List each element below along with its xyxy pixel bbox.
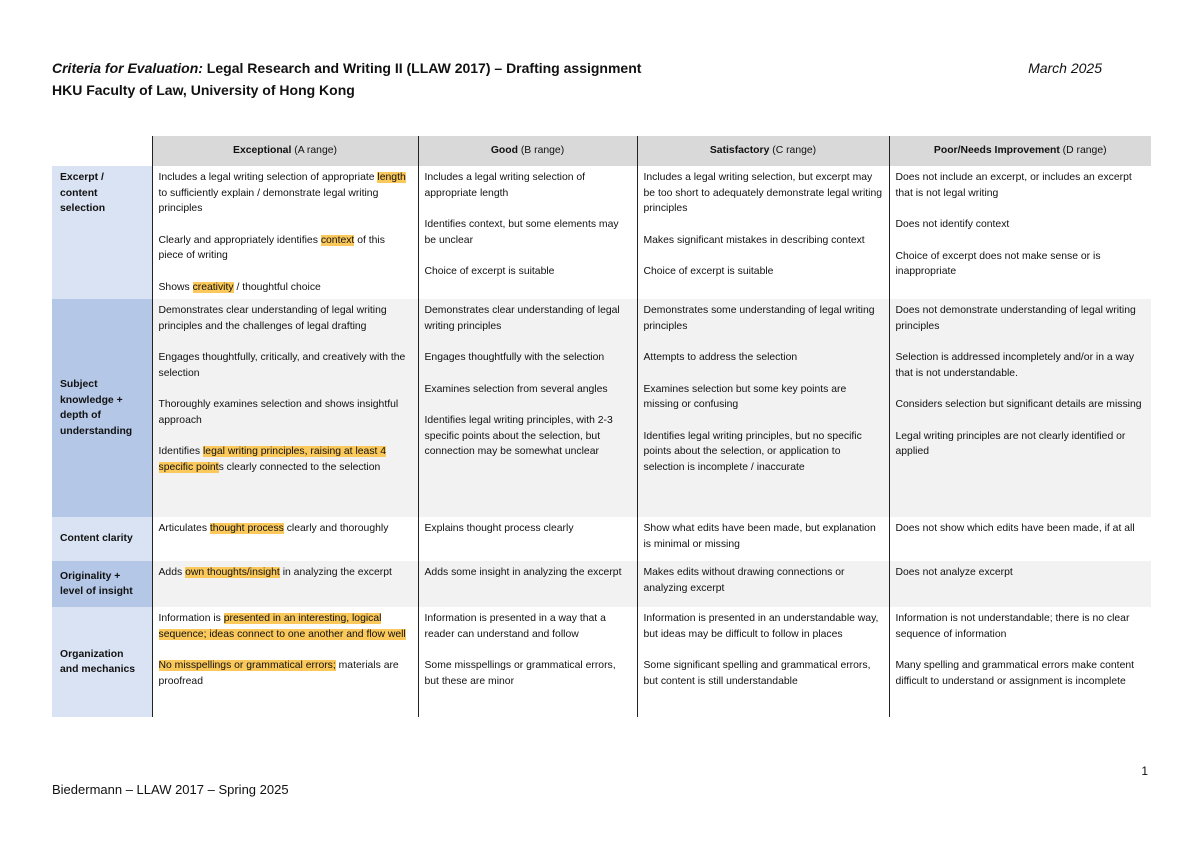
criteria-point (425, 303, 631, 334)
criteria-text: Clearly and appropriately identifies (158, 234, 321, 246)
criteria-cell (152, 299, 418, 517)
criteria-text: Does not include an excerpt, or includes an excerpt that is not legal writing (895, 172, 1132, 199)
highlighted-text: length (377, 172, 406, 183)
criteria-point (159, 397, 412, 428)
criteria-point (644, 611, 883, 642)
criteria-cell (889, 517, 1151, 561)
criteria-cell (637, 517, 889, 561)
criteria-cell (418, 166, 637, 299)
criteria-cell (637, 166, 889, 299)
criteria-point (644, 233, 883, 249)
criteria-text: Choice of excerpt does not make sense or is inappropriate (895, 250, 1101, 277)
criteria-text: / thoughtful choice (233, 281, 321, 293)
criteria-text: Adds (158, 567, 186, 578)
title-course: Legal Research and Writing II (LLAW 2017) – Drafting assignment (202, 60, 642, 76)
criteria-text: Engages thoughtfully, critically, and creatively with the selection (158, 352, 406, 379)
criteria-point (896, 170, 1146, 201)
criteria-point (644, 350, 883, 366)
criteria-point (896, 249, 1146, 280)
criteria-point (425, 565, 631, 581)
page-number: 1 (1141, 764, 1148, 778)
criteria-text: Identifies context, but some elements may be unclear (424, 219, 619, 246)
criteria-text: Does not show which edits have been made, if at all (895, 523, 1135, 534)
criteria-cell (152, 607, 418, 717)
criteria-text: Explains thought process clearly (424, 523, 574, 534)
criteria-text: Makes significant mistakes in describing context (643, 234, 865, 246)
criteria-text: in analyzing the excerpt (279, 567, 392, 578)
criteria-point (644, 658, 883, 689)
criteria-cell (637, 561, 889, 607)
criteria-text: Many spelling and grammatical errors make content difficult to understand or assignment is incomplete (895, 660, 1135, 687)
criteria-text: Some misspellings or grammatical errors, but these are minor (424, 660, 616, 687)
row-label: Content clarity (52, 517, 152, 561)
criteria-point (644, 382, 883, 413)
highlighted-text: legal writing principles, raising at least 4 specific point (158, 446, 387, 473)
criteria-point (896, 350, 1146, 381)
criteria-cell (889, 607, 1151, 717)
criteria-cell (152, 561, 418, 607)
criteria-text: Show what edits have been made, but explanation is minimal or missing (643, 523, 876, 550)
criteria-point (896, 565, 1146, 581)
criteria-cell (418, 299, 637, 517)
criteria-point (159, 521, 412, 537)
criteria-cell (418, 517, 637, 561)
criteria-text: Information is presented in a way that a reader can understand and follow (424, 613, 606, 640)
criteria-point (425, 170, 631, 201)
rubric-row (52, 299, 1151, 517)
row-label: Originality + level of insight (52, 561, 152, 607)
criteria-text: Does not analyze excerpt (895, 567, 1013, 578)
rubric-row (52, 561, 1151, 607)
rubric-row (52, 166, 1151, 299)
criteria-text: materials are proofread (158, 660, 399, 687)
criteria-text: Examines selection but some key points are missing or confusing (643, 383, 847, 410)
criteria-cell (637, 607, 889, 717)
criteria-cell (889, 166, 1151, 299)
criteria-cell (418, 561, 637, 607)
criteria-text: Does not demonstrate understanding of legal writing principles (895, 305, 1136, 332)
criteria-cell (889, 561, 1151, 607)
criteria-text: Thoroughly examines selection and shows insightful approach (158, 399, 399, 426)
criteria-point (425, 350, 631, 366)
criteria-text: Attempts to address the selection (643, 352, 798, 363)
column-header: Poor/Needs Improvement (D range) (889, 136, 1151, 166)
criteria-cell (889, 299, 1151, 517)
criteria-cell (418, 607, 637, 717)
highlighted-text: own thoughts/insight (185, 567, 280, 578)
rubric-row (52, 607, 1151, 717)
header-corner-cell (52, 136, 152, 166)
criteria-point (425, 658, 631, 689)
criteria-point (159, 350, 412, 381)
row-label: Excerpt / content selection (52, 166, 152, 299)
criteria-text: Identifies legal writing principles, with 2-3 specific points about the selection, but connection may be somewhat unclear (424, 415, 613, 457)
criteria-point (425, 264, 631, 280)
criteria-text: Information is presented in an understandable way, but ideas may be difficult to follow in places (643, 613, 879, 640)
highlighted-text: creativity (192, 281, 234, 293)
criteria-point (644, 170, 883, 217)
criteria-text: Adds some insight in analyzing the excerpt (424, 567, 622, 578)
criteria-point (159, 611, 412, 642)
rubric-header-row (52, 136, 1151, 166)
criteria-text: Choice of excerpt is suitable (424, 266, 555, 277)
document-date: March 2025 (1028, 60, 1102, 76)
column-header: Exceptional (A range) (152, 136, 418, 166)
criteria-point (159, 565, 412, 581)
criteria-point (159, 658, 412, 689)
criteria-text: Includes a legal writing selection of appropriate (158, 172, 378, 183)
criteria-cell (152, 166, 418, 299)
criteria-point (896, 429, 1146, 460)
criteria-text: Identifies (158, 446, 203, 457)
document-title (52, 60, 1102, 80)
criteria-point (425, 413, 631, 460)
criteria-text: Makes edits without drawing connections or analyzing excerpt (643, 567, 845, 594)
rubric-row (52, 517, 1151, 561)
criteria-cell (637, 299, 889, 517)
criteria-text: Some significant spelling and grammatical errors, but content is still understandable (643, 660, 871, 687)
criteria-point (896, 611, 1146, 642)
criteria-point (896, 217, 1146, 233)
criteria-text: clearly and thoroughly (283, 523, 389, 534)
row-label: Organization and mechanics (52, 607, 152, 717)
criteria-text: Selection is addressed incompletely and/or in a way that is not understandable. (895, 352, 1135, 379)
rubric-table (52, 136, 1151, 717)
column-header: Good (B range) (418, 136, 637, 166)
criteria-text: Demonstrates clear understanding of legal writing principles and the challenges of legal drafting (158, 305, 387, 332)
highlighted-text: presented in an interesting, logical sequence; ideas connect to one another and flow well (158, 613, 406, 640)
criteria-text: Shows (158, 281, 193, 293)
criteria-point (425, 382, 631, 398)
criteria-text: Information is (158, 613, 224, 624)
highlighted-text: thought process (209, 523, 284, 534)
criteria-point (159, 444, 412, 475)
column-header: Satisfactory (C range) (637, 136, 889, 166)
criteria-point (644, 303, 883, 334)
criteria-point (159, 170, 412, 217)
criteria-point (644, 565, 883, 596)
criteria-text: Articulates (158, 523, 210, 534)
criteria-point (896, 521, 1146, 537)
criteria-text: Includes a legal writing selection of appropriate length (424, 172, 586, 199)
criteria-text: Examines selection from several angles (424, 383, 608, 395)
criteria-text: Considers selection but significant details are missing (895, 399, 1142, 410)
highlighted-text: context (320, 234, 355, 246)
criteria-point (159, 303, 412, 334)
criteria-text: Information is not understandable; there is no clear sequence of information (895, 613, 1130, 640)
criteria-point (896, 303, 1146, 334)
criteria-text: Demonstrates clear understanding of legal writing principles (424, 305, 620, 332)
criteria-point (896, 397, 1146, 413)
footer-text: Biedermann – LLAW 2017 – Spring 2025 (52, 782, 289, 797)
document-header (52, 60, 1102, 98)
criteria-text: Choice of excerpt is suitable (643, 266, 774, 277)
criteria-point (159, 233, 412, 264)
criteria-point (644, 264, 883, 280)
row-label: Subject knowledge + depth of understanding (52, 299, 152, 517)
criteria-text: Engages thoughtfully with the selection (424, 352, 605, 363)
criteria-point (644, 521, 883, 552)
criteria-text: Includes a legal writing selection, but excerpt may be too short to adequately demonstrate legal writing principles (643, 172, 883, 214)
criteria-cell (152, 517, 418, 561)
criteria-text: to sufficiently explain / demonstrate legal writing principles (158, 187, 379, 214)
criteria-text: Does not identify context (895, 219, 1010, 230)
highlighted-text: No misspellings or grammatical errors; (158, 660, 336, 671)
criteria-text: of this piece of writing (158, 234, 385, 261)
criteria-text: Legal writing principles are not clearly identified or applied (895, 430, 1126, 457)
title-criteria-label: Criteria for Evaluation: (52, 60, 203, 76)
criteria-point (425, 521, 631, 537)
criteria-text: s clearly connected to the selection (218, 461, 381, 473)
criteria-text: Identifies legal writing principles, but no specific points about the selection, or application to selection is incomplete / inaccurate (643, 430, 862, 473)
criteria-point (159, 280, 412, 296)
criteria-point (644, 429, 883, 476)
criteria-text: Demonstrates some understanding of legal writing principles (643, 305, 875, 332)
criteria-point (896, 658, 1146, 689)
criteria-point (425, 217, 631, 248)
document-subtitle: HKU Faculty of Law, University of Hong Kong (52, 82, 355, 98)
criteria-point (425, 611, 631, 642)
